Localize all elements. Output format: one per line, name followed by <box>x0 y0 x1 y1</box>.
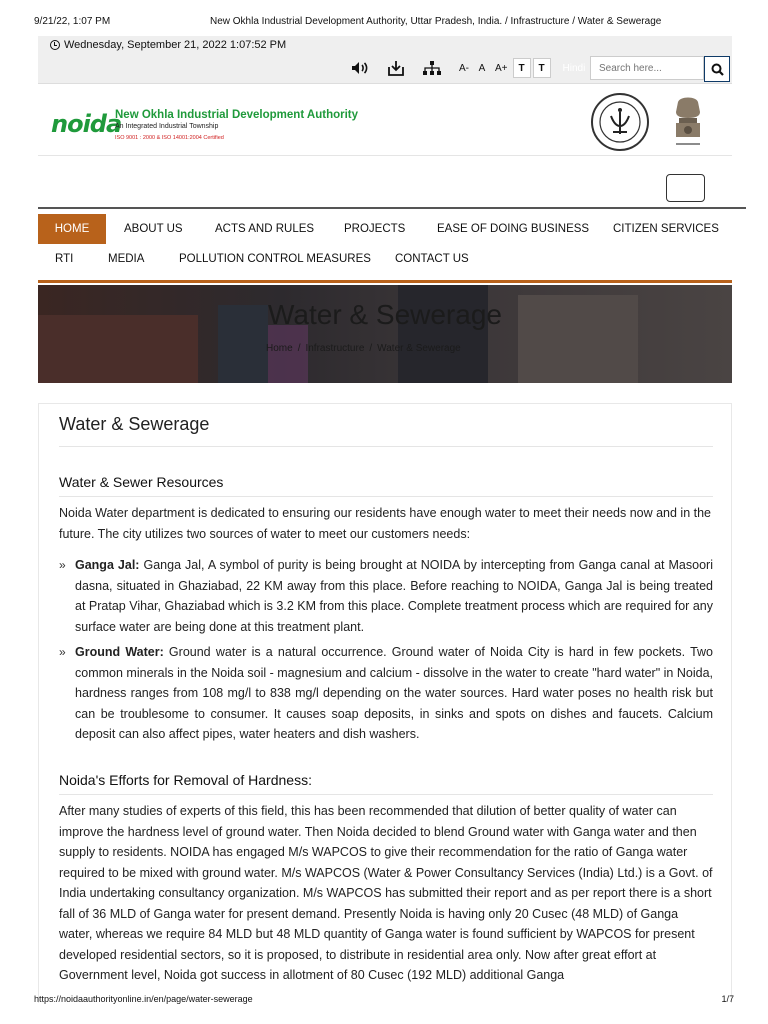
search-button[interactable] <box>704 56 730 82</box>
nav-media[interactable]: MEDIA <box>108 253 145 265</box>
breadcrumb-separator: / <box>369 343 373 354</box>
org-name: New Okhla Industrial Development Authority <box>115 109 359 121</box>
search-input[interactable] <box>590 56 704 80</box>
noida-logo[interactable]: noida <box>51 110 122 138</box>
screen-reader-icon[interactable] <box>348 57 372 79</box>
nav-pollution-control-measures[interactable]: POLLUTION CONTROL MEASURES <box>179 253 371 265</box>
nav-about-us[interactable]: ABOUT US <box>124 223 183 235</box>
bullet-label: Ganga Jal: <box>75 558 140 572</box>
breadcrumb-infrastructure[interactable]: Infrastructure <box>305 343 365 354</box>
main-content <box>38 403 732 1003</box>
theme-light-button[interactable]: T <box>513 58 531 78</box>
double-chevron-icon: » <box>59 645 66 659</box>
top-utility-bar <box>38 36 732 84</box>
print-datetime: 9/21/22, 1:07 PM <box>34 16 111 27</box>
main-navigation <box>38 214 732 283</box>
list-item-ganga-jal <box>59 555 713 637</box>
nav-ease-of-doing-business[interactable]: EASE OF DOING BUSINESS <box>437 223 590 235</box>
iso-certification: ISO 9001 : 2000 & ISO 14001:2004 Certified <box>115 135 224 141</box>
org-tagline: An Integrated Industrial Township <box>115 123 219 130</box>
font-decrease-button[interactable]: A- <box>459 62 469 74</box>
clock-text: Wednesday, September 21, 2022 1:07:52 PM <box>64 39 287 51</box>
clock <box>50 39 286 51</box>
nav-home[interactable]: HOME <box>38 214 106 244</box>
font-normal-button[interactable]: A <box>478 62 486 74</box>
divider <box>59 446 713 447</box>
search-box <box>590 56 730 82</box>
clock-icon <box>50 40 60 50</box>
national-emblem-icon <box>668 92 708 152</box>
page-banner <box>38 285 732 383</box>
print-header <box>0 16 768 30</box>
font-increase-button[interactable]: A+ <box>495 62 508 74</box>
divider <box>59 496 713 497</box>
efforts-paragraph: After many studies of experts of this field, this has been recommended that dilution of better quality of water can improve the hardness level of ground water. Then Noida decided to blend Ground water with Ganga water and then supply to residents. NOIDA has engaged M/s WAPCOS to give their recommendation for the ratio of Ganga water required to be mixed with ground water. M/s WAPCOS (Water & Power Consultancy Services (India) Ltd.) is a Govt. of India undertaking consultancy organization. M/s WAPCOS has submitted their report and as per report there is a short fall of 36 MLD of Ganga water for present demand. Presently Noida is having only 20 Cusec (48 MLD) of Ganga water, whereas we require 84 MLD but 48 MLD quantity of Ganga water is found sufficient by WAPCOS for present developed residential sectors, so it is proposed, to distribute in residential area only. Now after great effort at Government level, Noida got success in allotment of 80 Cusec (192 MLD) additional Ganga <box>59 804 713 982</box>
sitemap-icon[interactable] <box>420 57 444 79</box>
nav-projects[interactable]: PROJECTS <box>344 223 406 235</box>
skip-to-content-icon[interactable] <box>384 57 408 79</box>
section-heading-hardness: Noida's Efforts for Removal of Hardness: <box>59 772 312 788</box>
banner-building <box>268 325 308 383</box>
breadcrumb-home[interactable]: Home <box>266 343 293 354</box>
brand-header <box>38 86 732 156</box>
hindi-link[interactable]: Hindi <box>562 62 586 74</box>
nav-citizen-services[interactable]: CITIZEN SERVICES <box>613 223 719 235</box>
page-title: Water & Sewerage <box>59 414 210 434</box>
bullet-text: Ground water is a natural occurrence. Ground water of Noida City is hard in few pockets. Two common minerals in the Noida soil - magnesium and calcium - dissolve in the water to create "hard water" in Noida, hardness ranges from 108 mg/l to 838 mg/l depending on the water sources. Hard water poses no health risk but can be troublesome to consumer. It causes soap deposits, in sinks and spots on dishes and faucets. Calcium deposit can also affect pipes, water heaters and dish washers. <box>75 645 714 741</box>
bullet-text: Ganga Jal, A symbol of purity is being brought at NOIDA by intercepting from Ganga canal at Masoori dasna, situated in Ghaziabad, 22 KM away from this place. Before reaching to NOIDA, Ganga Jal is being treated at Pratap Vihar, Ghaziabad which is 3.2 KM from this place. Complete treatment process which are required for any surface water are being done at this treatment plant. <box>75 558 713 634</box>
page-number: 1/7 <box>721 994 734 1004</box>
breadcrumb <box>266 343 461 354</box>
print-footer <box>0 994 768 1008</box>
divider <box>59 794 713 795</box>
bullet-label: Ground Water: <box>75 645 164 659</box>
banner-title: Water & Sewerage <box>268 299 502 330</box>
nav-acts-and-rules[interactable]: ACTS AND RULES <box>215 223 315 235</box>
nav-contact-us[interactable]: CONTACT US <box>395 253 469 265</box>
menu-toggle-button[interactable] <box>666 174 705 202</box>
divider <box>38 207 746 209</box>
breadcrumb-current: Water & Sewerage <box>377 343 461 354</box>
nav-rti[interactable]: RTI <box>55 253 74 265</box>
section-heading-resources: Water & Sewer Resources <box>59 474 224 490</box>
accessibility-tools <box>348 56 593 80</box>
double-chevron-icon: » <box>59 558 66 572</box>
list-item-ground-water <box>59 642 713 745</box>
print-title: New Okhla Industrial Development Authority, Uttar Pradesh, India. / Infrastructure / Water & Sewerage <box>210 16 662 27</box>
search-icon <box>711 63 724 76</box>
print-url: https://noidaauthorityonline.in/en/page/water-sewerage <box>34 994 253 1004</box>
theme-dark-button[interactable]: T <box>533 58 551 78</box>
intro-paragraph: Noida Water department is dedicated to ensuring our residents have enough water to meet their needs now and in the future. The city utilizes two sources of water to meet our customers needs: <box>59 506 712 541</box>
breadcrumb-separator: / <box>297 343 301 354</box>
up-government-seal-icon <box>589 92 651 152</box>
